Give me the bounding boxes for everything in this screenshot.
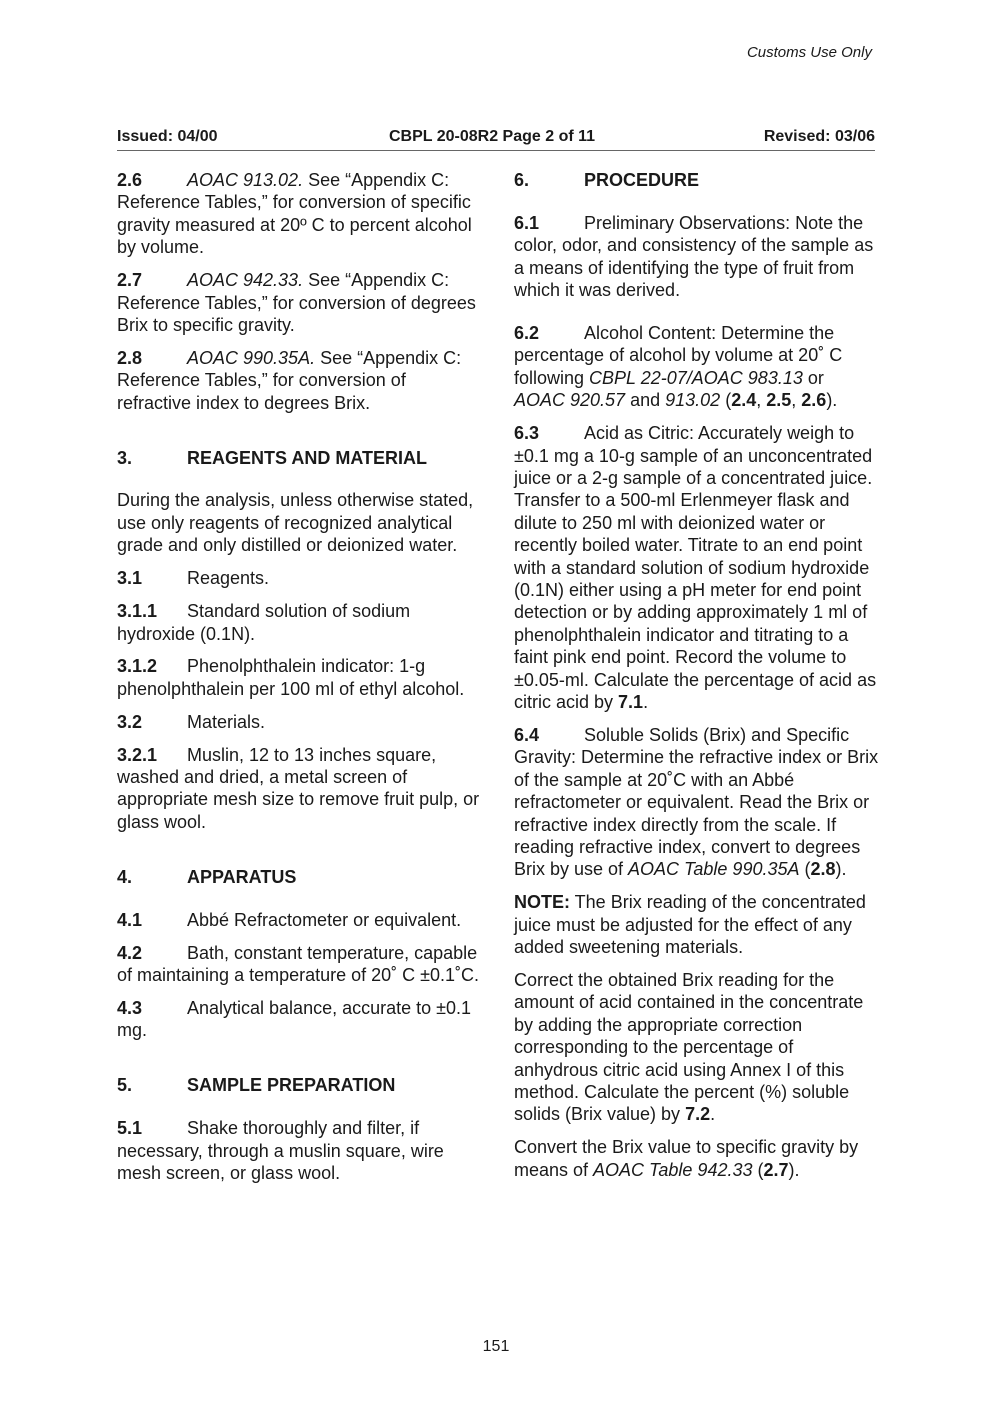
section-number: 6.2 — [514, 323, 540, 344]
note-paragraph — [514, 891, 879, 958]
section-3-1-1 — [117, 600, 482, 645]
section-text: The Brix reading of the concentrated juice must be adjusted for the effect of any added sweetening materials. — [514, 892, 866, 958]
section-number: 4.2 — [117, 942, 143, 963]
section-number: 6.4 — [514, 724, 540, 745]
section-text: Bath, constant temperature, capable of maintaining a temperature of 20˚ C ±0.1˚C. — [117, 942, 480, 985]
reference: AOAC Table 942.33 — [593, 1159, 753, 1180]
section-2-8 — [117, 347, 482, 414]
heading-title: SAMPLE PREPARATION — [187, 1075, 396, 1096]
section-text: . — [710, 1104, 716, 1125]
section-text: ( — [752, 1159, 764, 1180]
reagents-intro: During the analysis, unless otherwise stated, use only reagents of recognized analytical grade and only distilled or deionized water. — [117, 490, 474, 556]
left-column — [117, 169, 482, 1195]
section-text: Correct the obtained Brix reading for the amount of acid contained in the concentrate by adding the appropriate correction corresponding to the percentage of anhydrous citric acid using Annex I of this method. Calculate the percent (%) soluble solids (Brix value) by — [514, 970, 864, 1125]
section-6-4 — [514, 724, 879, 881]
heading-title: PROCEDURE — [584, 170, 700, 190]
section-text: or — [802, 367, 824, 388]
section-text: See “Appendix C: Reference Tables,” for conversion of refractive index to degrees Brix. — [117, 347, 462, 413]
convert-paragraph — [514, 1136, 879, 1181]
cross-reference: 2.4 — [731, 390, 757, 411]
section-5-1 — [117, 1117, 482, 1184]
separator: , — [756, 390, 767, 411]
section-text: Alcohol Content: Determine the percentage of alcohol by volume at 20˚ C following — [514, 323, 843, 388]
section-2-6 — [117, 169, 482, 259]
section-text: Analytical balance, accurate to ±0.1 mg. — [117, 997, 472, 1041]
section-2-7 — [117, 269, 482, 336]
section-text: and — [625, 390, 666, 411]
heading-title: APPARATUS — [187, 866, 297, 887]
section-text: Abbé Refractometer or equivalent. — [187, 909, 462, 930]
section-text: ). — [835, 859, 847, 880]
note-label: NOTE: — [514, 892, 570, 913]
cross-reference: 7.1 — [618, 692, 644, 713]
reference: CBPL 22-07/AOAC 983.13 — [589, 367, 803, 388]
document-id: CBPL 20-08R2 Page 2 of 11 — [389, 128, 596, 145]
page-header — [117, 128, 875, 151]
section-4-3 — [117, 997, 482, 1042]
section-text: Convert the Brix value to specific gravity by means of — [514, 1137, 859, 1180]
section-number: 3.1.2 — [117, 656, 158, 677]
heading-sample-preparation — [117, 1074, 482, 1096]
section-number: 5.1 — [117, 1118, 143, 1139]
section-text: . — [643, 692, 649, 713]
cross-reference: 2.8 — [810, 859, 836, 880]
section-number: 4.1 — [117, 909, 143, 930]
section-number: 2.7 — [117, 270, 143, 291]
section-number: 4.3 — [117, 997, 143, 1018]
section-text: ). — [826, 390, 838, 411]
reference: 913.02 — [665, 390, 721, 411]
section-number: 3.1 — [117, 568, 143, 589]
cross-reference: 7.2 — [685, 1104, 711, 1125]
section-text: ). — [788, 1159, 800, 1180]
section-4-2 — [117, 942, 482, 987]
reference: AOAC Table 990.35A — [628, 859, 800, 880]
section-text: See “Appendix C: Reference Tables,” for conversion of degrees Brix to specific gravity. — [117, 270, 476, 335]
section-number: 6.1 — [514, 212, 540, 233]
heading-title: REAGENTS AND MATERIAL — [187, 447, 427, 468]
section-number: 2.6 — [117, 170, 143, 190]
section-text: See “Appendix C: Reference Tables,” for conversion of specific gravity measured at 20º C to percent alcohol by volume. — [117, 170, 472, 258]
section-number: 5. — [117, 1075, 133, 1096]
cross-reference: 2.6 — [801, 390, 827, 411]
section-6-3 — [514, 422, 879, 713]
reference: AOAC 920.57 — [514, 390, 626, 411]
right-column — [514, 169, 879, 1192]
customs-use-only-label: Customs Use Only — [746, 44, 872, 61]
reference: AOAC 990.35A. — [187, 347, 316, 368]
section-number: 6.3 — [514, 423, 540, 444]
section-6-1 — [514, 212, 879, 302]
section-4-1 — [117, 909, 482, 931]
section-text: Muslin, 12 to 13 inches square, washed and dried, a metal screen of appropriate mesh size to remove fruit pulp, or glass wool. — [117, 744, 480, 832]
section-text: Acid as Citric: Accurately weigh to ±0.1 mg a 10-g sample of an unconcentrated juice or a 2-g sample of a concentrated juice. Transfer to a 500-ml Erlenmeyer flask and dilute to 250 ml with deionized water or recently boiled water. Titrate to an end point with a standard solution of sodium hydroxide (0.1N) either using a pH meter for end point detection or by adding approximately 1 ml of phenolphthalein indicator and titrating to a faint pink end point. Record the volume to ±0.05-ml. Calculate the percentage of acid as citric acid by — [514, 423, 877, 713]
section-number: 3. — [117, 447, 133, 468]
section-text: Soluble Solids (Brix) and Specific Gravity: Determine the refractive index or Brix of the sample at 20˚C with an Abbé refractometer or equivalent. Read the Brix or refractive index directly from the scale. If reading refractive index, convert to degrees Brix by use of — [514, 724, 879, 880]
section-text: Shake thoroughly and filter, if necessary, through a muslin square, wire mesh screen, or glass wool. — [117, 1118, 444, 1183]
section-number: 6. — [514, 170, 530, 190]
section-text: Reagents. — [187, 568, 270, 589]
section-number: 3.2.1 — [117, 744, 158, 765]
page-number: 151 — [482, 1338, 510, 1355]
section-number: 3.1.1 — [117, 601, 158, 622]
reference: AOAC 913.02. — [187, 170, 304, 190]
separator: , — [791, 390, 802, 411]
section-number: 3.2 — [117, 711, 143, 732]
section-text: ( — [799, 859, 811, 880]
section-text: Materials. — [187, 711, 266, 732]
section-number: 2.8 — [117, 347, 143, 368]
cross-reference: 2.7 — [763, 1159, 789, 1180]
heading-apparatus — [117, 866, 482, 888]
heading-procedure — [514, 169, 879, 191]
revised-date: Revised: 03/06 — [763, 128, 875, 145]
section-3-2-1 — [117, 744, 482, 834]
section-text: ( — [720, 390, 732, 411]
section-3-2 — [117, 711, 482, 733]
section-number: 4. — [117, 866, 133, 887]
section-6-2 — [514, 322, 879, 412]
correct-paragraph — [514, 969, 879, 1126]
reference: AOAC 942.33. — [187, 270, 304, 291]
section-3-1-2 — [117, 655, 482, 700]
cross-reference: 2.5 — [766, 390, 792, 411]
heading-reagents — [117, 447, 482, 469]
section-3-1 — [117, 567, 482, 589]
section-text: Phenolphthalein indicator: 1-g phenolphthalein per 100 ml of ethyl alcohol. — [117, 656, 465, 699]
issued-date: Issued: 04/00 — [117, 128, 218, 145]
section-text: Standard solution of sodium hydroxide (0.1N). — [117, 601, 411, 644]
section-text: Preliminary Observations: Note the color, odor, and consistency of the sample as a means of identifying the type of fruit from which it was derived. — [514, 212, 874, 301]
